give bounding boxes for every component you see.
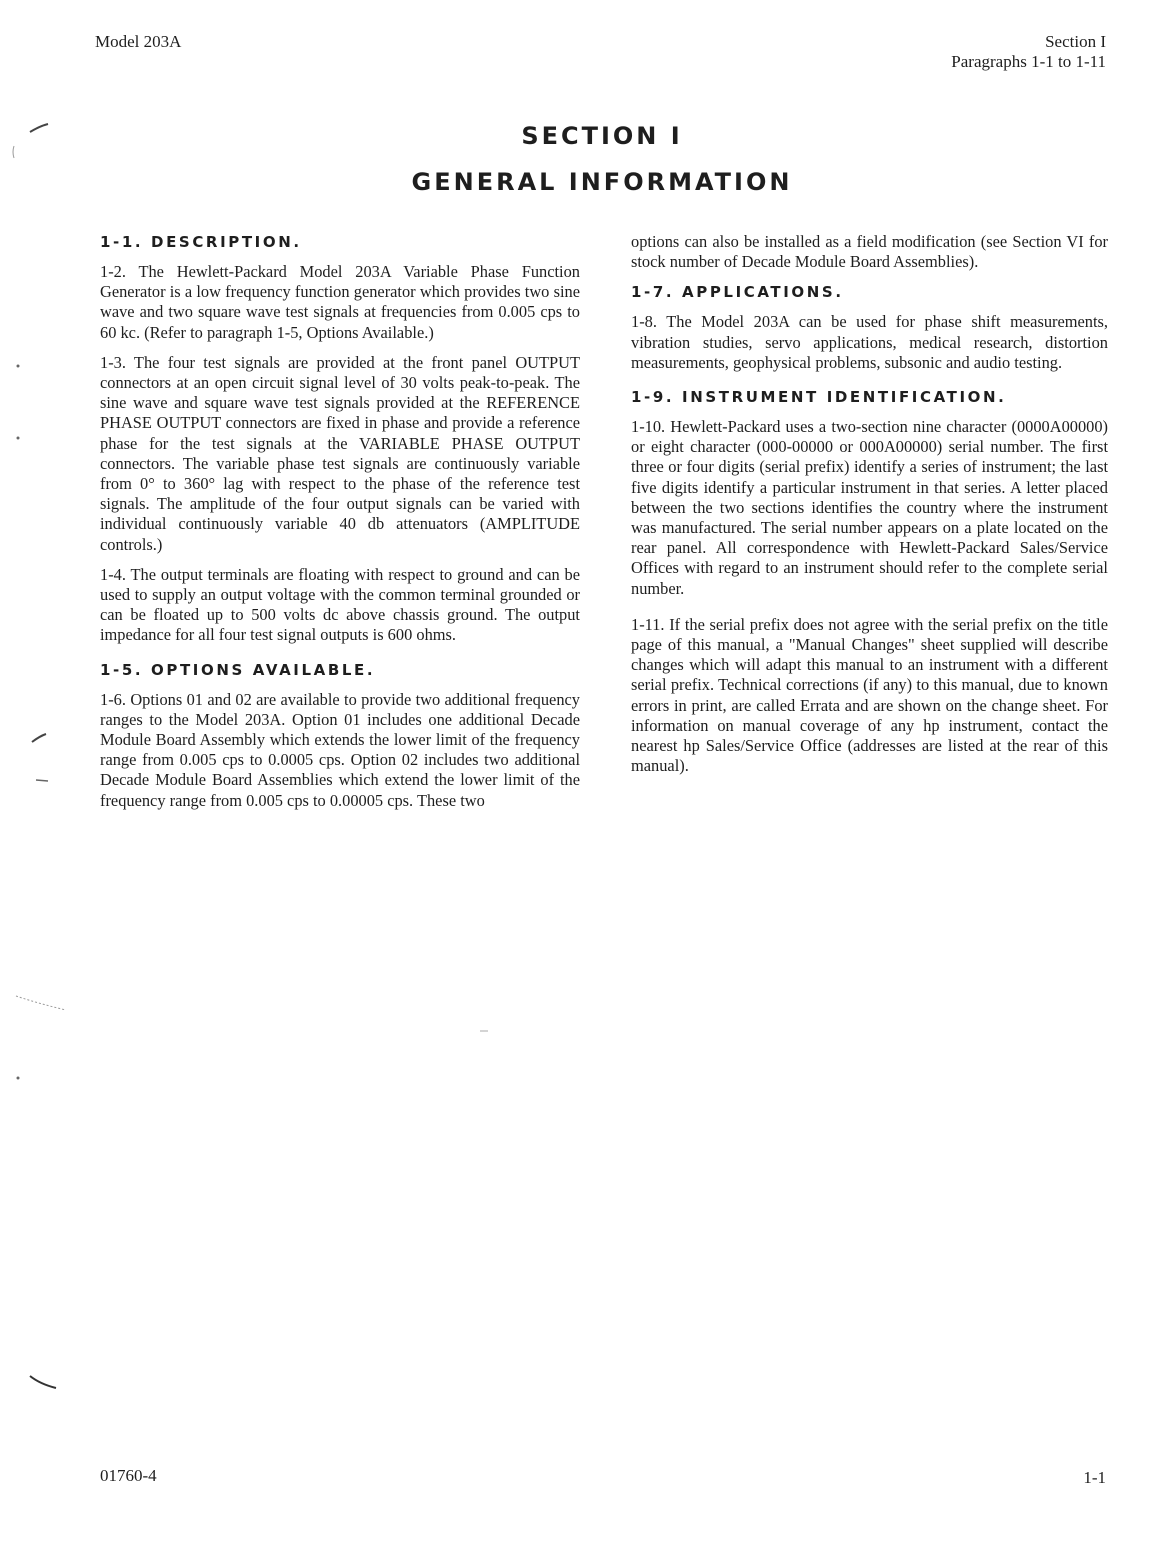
header-section-info	[951, 32, 1106, 72]
paragraph-1-3: 1-3. The four test signals are provided at the front panel OUTPUT connectors at an open circuit signal level of 30 volts peak-to-peak. The sine wave and square wave test signals provided at the REFERENCE PHASE OUTPUT connectors are fixed in phase and provide a reference phase for the test signals at the VARIABLE PHASE OUTPUT connectors. The variable phase test signals are continuously variable from 0° to 360° lag with respect to the phase of the reference test signals. The amplitude of the four output signals can be varied with individual continuously variable 40 db attenuators (AMPLITUDE controls.)	[100, 352, 580, 554]
heading-options-available: 1-5. OPTIONS AVAILABLE.	[100, 660, 376, 679]
heading-applications: 1-7. APPLICATIONS.	[631, 283, 844, 302]
header-section: Section I	[1045, 32, 1106, 51]
section-title: SECTION I	[521, 122, 683, 150]
paragraph-1-8: 1-8. The Model 203A can be used for phase shift measurements, vibration studies, servo applications, medical research, distortion measurements, geophysical problems, subsonic and audio testing.	[631, 312, 1108, 372]
right-column	[631, 232, 1108, 786]
section-subtitle: GENERAL INFORMATION	[411, 168, 793, 196]
footer-document-number: 01760-4	[100, 1466, 157, 1485]
heading-description: 1-1. DESCRIPTION.	[100, 233, 302, 251]
paragraph-1-2: 1-2. The Hewlett-Packard Model 203A Variable Phase Function Generator is a low frequency function generator which provides two sine wave and two square wave test signals at frequencies from 0.005 cps to 60 kc. (Refer to paragraph 1-5, Options Available.)	[100, 262, 580, 342]
paragraph-1-11: 1-11. If the serial prefix does not agree with the serial prefix on the title page of this manual, a "Manual Changes" sheet supplied will describe changes which will adapt this manual to an instrument with a different serial prefix. Technical corrections (if any) to this manual, due to known errors in print, are called Errata and are shown on the change sheet. For information on manual coverage of any hp instrument, contact the nearest hp Sales/Service Office (addresses are listed at the rear of this manual).	[631, 614, 1108, 776]
paragraph-1-6: 1-6. Options 01 and 02 are available to provide two additional frequency ranges to the Model 203A. Option 01 includes one additional Decade Module Board Assembly which extends the lower limit of the frequency range from 0.005 cps to 0.0005 cps. Option 02 includes two additional Decade Module Board Assemblies which extend the lower limit of the frequency range from 0.005 cps to 0.00005 cps. These two	[100, 689, 580, 810]
header-paragraphs: Paragraphs 1-1 to 1-11	[951, 52, 1106, 71]
heading-instrument-identification: 1-9. INSTRUMENT IDENTIFICATION.	[631, 388, 1007, 407]
header-model: Model 203A	[95, 32, 182, 51]
paragraph-1-10: 1-10. Hewlett-Packard uses a two-section nine character (0000A00000) or eight character (000-00000 or 000A00000) serial number. The first three or four digits (serial prefix) identify a series of instrument; the last five digits identify a particular instrument in that series. A letter placed between the two sections identifies the country where the instrument was manufactured. The serial number appears on a plate located on the rear panel. All correspondence with Hewlett-Packard Sales/Service Offices with regard to an instrument should refer to the complete serial number.	[631, 417, 1108, 598]
paragraph-options-continued: options can also be installed as a field modification (see Section VI for stock number of Decade Module Board Assemblies).	[631, 232, 1108, 272]
left-column	[100, 230, 580, 821]
paragraph-1-4: 1-4. The output terminals are floating with respect to ground and can be used to supply an output voltage with the common terminal grounded or can be floated up to 500 volts dc above chassis ground. The output impedance for all four test signal outputs is 600 ohms.	[100, 564, 580, 645]
footer-page-number: 1-1	[1083, 1468, 1106, 1487]
